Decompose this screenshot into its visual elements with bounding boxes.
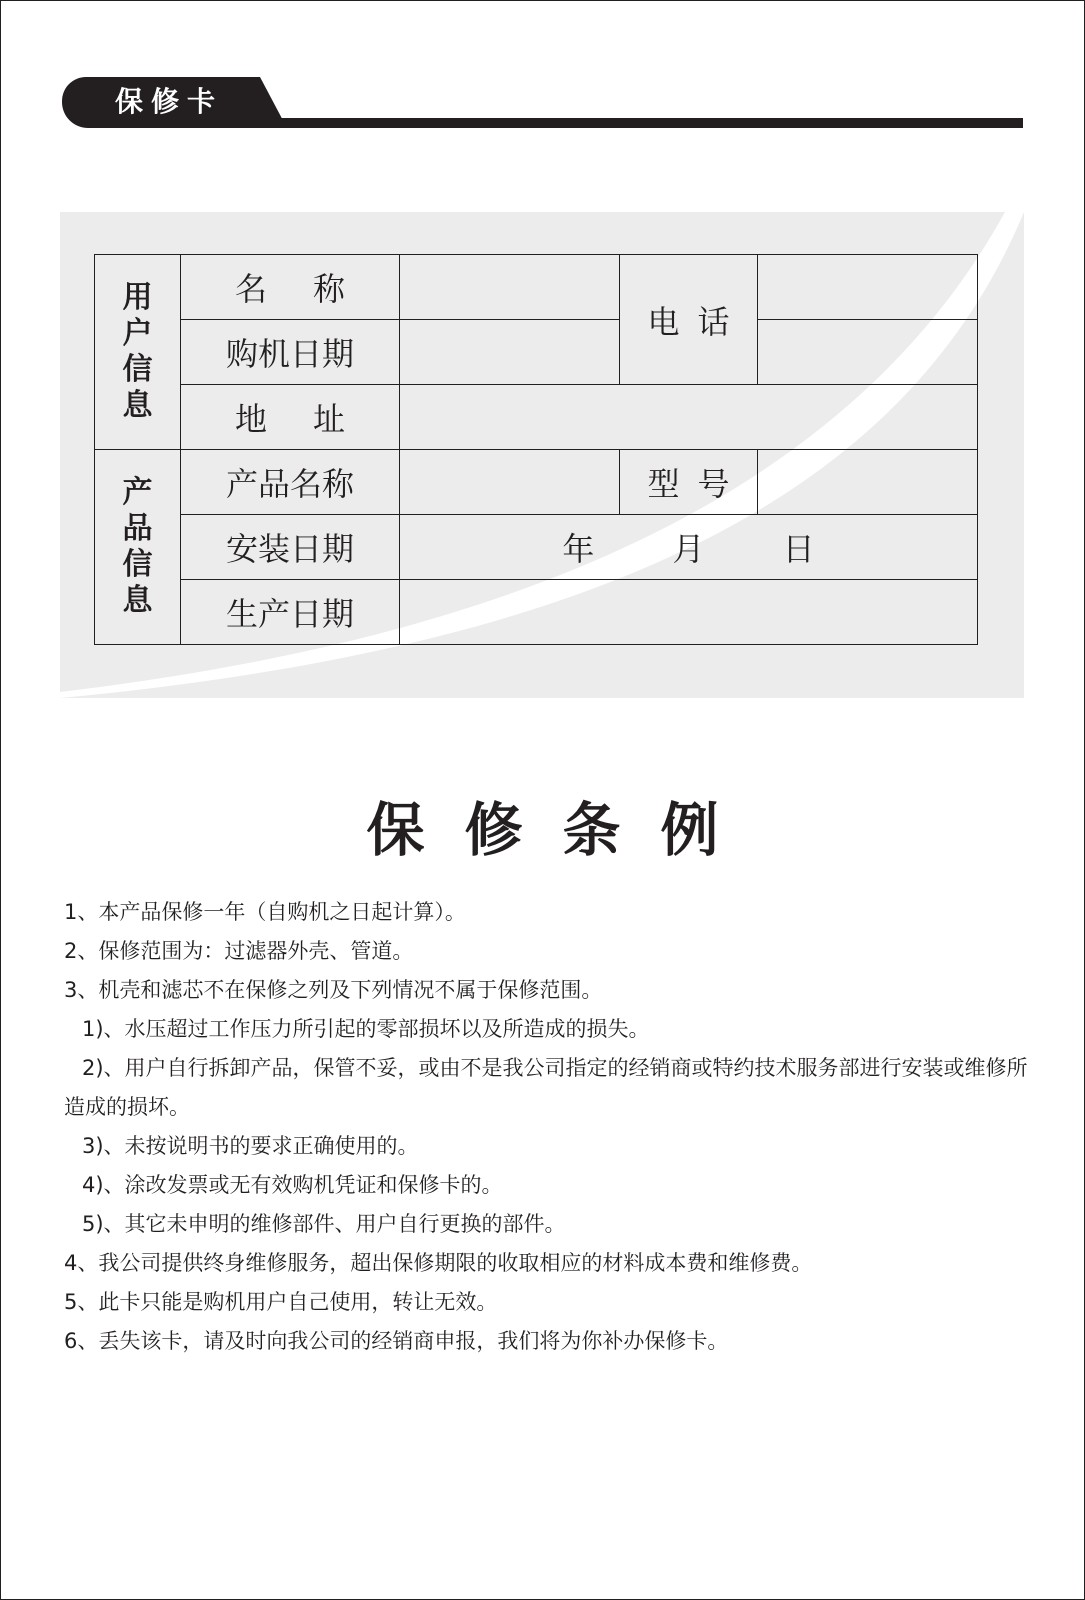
name-label: 名称 (181, 255, 400, 320)
terms-subitem: 4)、涂改发票或无有效购机凭证和保修卡的。 (82, 1173, 503, 1197)
terms-subitem: 5)、其它未申明的维修部件、用户自行更换的部件。 (82, 1212, 566, 1236)
product-name-label: 产品名称 (181, 450, 400, 515)
terms-item: 1、本产品保修一年（自购机之日起计算）。 (64, 900, 466, 924)
install-date-label: 安装日期 (181, 515, 400, 580)
address-label: 地址 (181, 385, 400, 450)
warranty-info-table (94, 254, 978, 645)
install-day-label: 日 (782, 530, 815, 568)
terms-title: 保修条例 (366, 796, 759, 864)
production-date-field[interactable] (400, 580, 978, 645)
install-month-label: 月 (672, 530, 705, 568)
terms-item: 2、保修范围为：过滤器外壳、管道。 (64, 939, 414, 963)
address-field[interactable] (400, 385, 978, 450)
name-field[interactable] (400, 255, 620, 320)
phone-label: 电话 (620, 255, 758, 385)
product-info-group-label: 产品信息 (95, 450, 181, 645)
header-rule (280, 118, 1023, 128)
model-field[interactable] (758, 450, 978, 515)
purchase-date-label: 购机日期 (181, 320, 400, 385)
model-label: 型号 (620, 450, 758, 515)
terms-item: 4、我公司提供终身维修服务，超出保修期限的收取相应的材料成本费和维修费。 (64, 1251, 813, 1275)
user-info-group-label: 用户信息 (95, 255, 181, 450)
terms-subitem: 3)、未按说明书的要求正确使用的。 (82, 1134, 419, 1158)
terms-subitem: 2)、用户自行拆卸产品，保管不妥，或由不是我公司指定的经销商或特约技术服务部进行安装或维修所造成的损坏。 (64, 1056, 1028, 1119)
install-date-field[interactable] (400, 515, 978, 580)
terms-item: 5、此卡只能是购机用户自己使用，转让无效。 (64, 1290, 498, 1314)
production-date-label: 生产日期 (181, 580, 400, 645)
purchase-date-field[interactable] (400, 320, 620, 385)
phone-field-1[interactable] (758, 255, 978, 320)
header-title: 保修卡 (115, 85, 224, 118)
phone-field-2[interactable] (758, 320, 978, 385)
terms-item: 6、丢失该卡，请及时向我公司的经销商申报，我们将为你补办保修卡。 (64, 1329, 729, 1353)
terms-list (64, 893, 1029, 1361)
terms-item: 3、机壳和滤芯不在保修之列及下列情况不属于保修范围。 (64, 978, 603, 1002)
terms-subitem: 1)、水压超过工作压力所引起的零部损坏以及所造成的损失。 (82, 1017, 650, 1041)
product-name-field[interactable] (400, 450, 620, 515)
install-year-label: 年 (562, 530, 595, 568)
